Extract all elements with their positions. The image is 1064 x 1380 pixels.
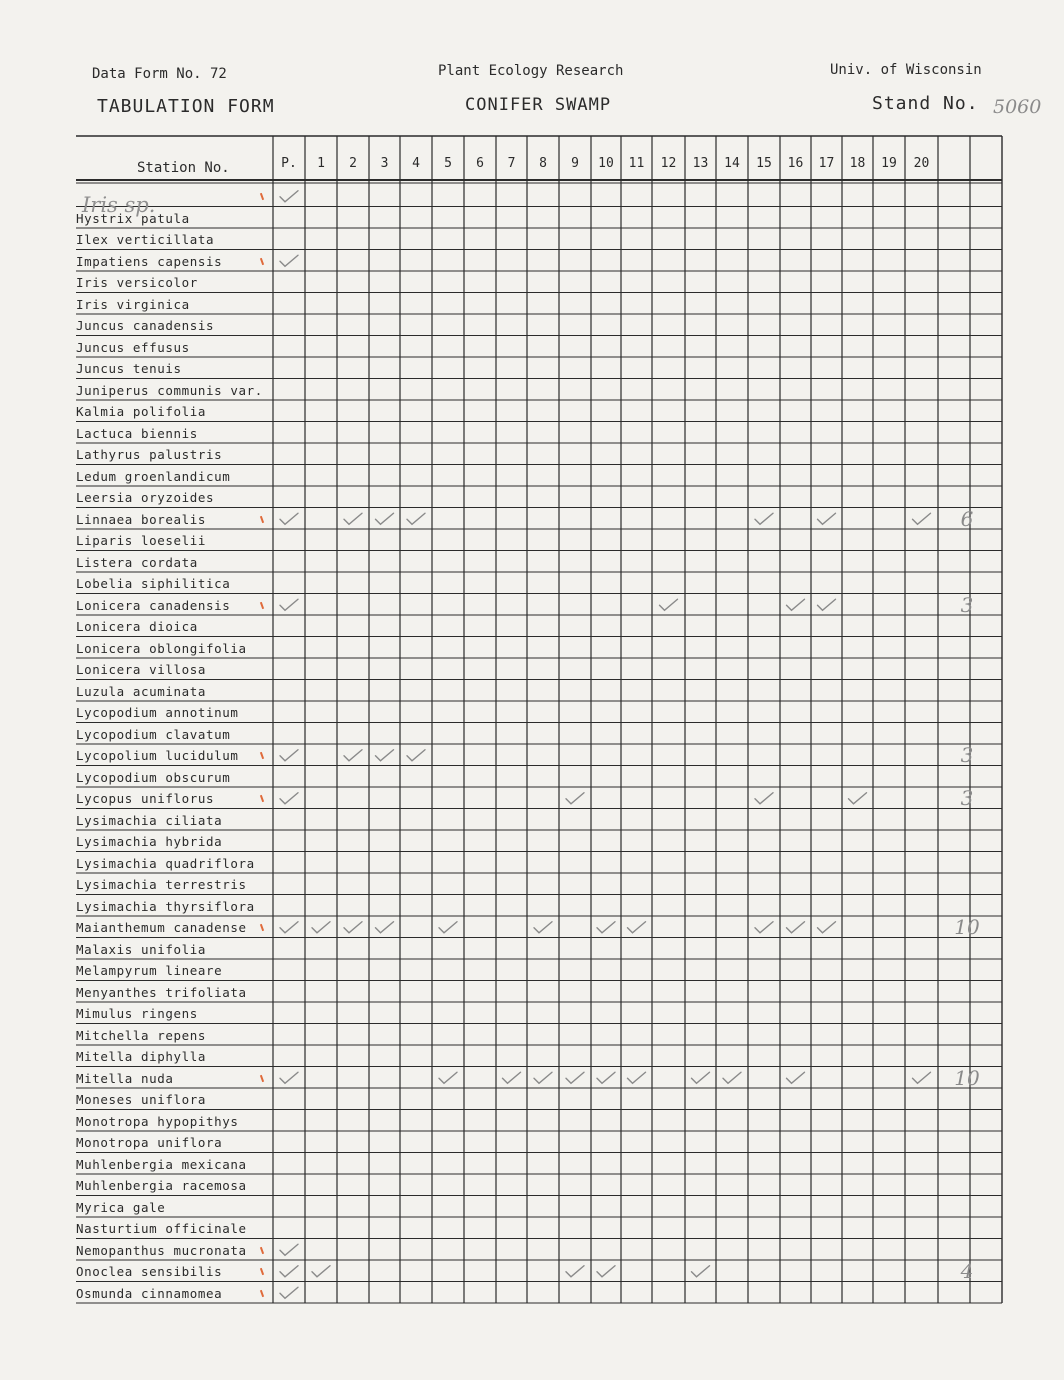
column-header-2: 2 — [349, 156, 357, 171]
check-mark — [344, 513, 362, 524]
column-header-17: 17 — [818, 156, 835, 171]
species-label: Linnaea borealis — [76, 511, 207, 527]
species-label: Onoclea sensibilis — [76, 1264, 223, 1279]
check-mark — [566, 1072, 584, 1083]
check-mark — [312, 1266, 330, 1277]
species-label: Mitella diphylla — [76, 1049, 207, 1064]
column-header-16: 16 — [787, 156, 804, 171]
check-mark — [280, 191, 298, 202]
form-title: TABULATION FORM — [97, 96, 275, 117]
check-mark — [566, 793, 584, 804]
tally-value: 10 — [954, 1065, 980, 1090]
check-mark — [280, 513, 298, 524]
check-mark — [312, 922, 330, 933]
species-label: Lathyrus palustris — [76, 447, 223, 462]
check-mark — [723, 1072, 741, 1083]
column-header-11: 11 — [628, 156, 645, 171]
tally-value: 3 — [960, 786, 974, 810]
species-label: Listera cordata — [76, 554, 198, 570]
check-mark — [439, 1072, 457, 1083]
column-header-p: P. — [281, 156, 297, 171]
species-label: Hystrix patula — [76, 210, 190, 226]
species-label: Monotropa uniflora — [76, 1135, 223, 1150]
column-header-18: 18 — [849, 156, 866, 171]
tally-value: 3 — [960, 743, 974, 767]
check-mark — [597, 1072, 615, 1083]
column-header-9: 9 — [571, 156, 579, 171]
species-label: Mitella nuda — [76, 1070, 174, 1086]
species-label: Lysimachia hybrida — [76, 834, 223, 849]
tally-value: 6 — [960, 506, 974, 531]
check-mark — [280, 1287, 298, 1298]
check-mark — [376, 513, 394, 524]
check-mark — [787, 1072, 805, 1083]
check-mark — [628, 1072, 646, 1083]
species-label: Menyanthes trifoliata — [76, 984, 247, 1000]
species-label: Juncus tenuis — [76, 361, 182, 376]
species-label: Myrica gale — [76, 1199, 166, 1215]
species-label: Liparis loeselii — [76, 533, 207, 548]
check-mark — [407, 750, 425, 761]
check-mark — [818, 513, 836, 524]
check-mark — [818, 922, 836, 933]
species-label: Muhlenbergia mexicana — [76, 1156, 247, 1172]
station-header: Station No. — [137, 160, 230, 176]
check-mark — [787, 599, 805, 610]
check-mark — [344, 922, 362, 933]
check-mark — [280, 255, 298, 266]
tally-value: 3 — [960, 592, 974, 617]
species-label: Monotropa hypopithys — [76, 1113, 239, 1129]
species-label: Lonicera oblongifolia — [76, 640, 247, 656]
species-label: Lactuca biennis — [76, 425, 198, 441]
check-mark — [280, 599, 298, 610]
stand-number: 5060 — [993, 96, 1042, 118]
check-mark — [628, 922, 646, 933]
species-label: Mitchella repens — [76, 1027, 207, 1043]
tally-value: 4 — [960, 1259, 974, 1283]
check-mark — [660, 599, 678, 610]
column-header-20: 20 — [913, 156, 930, 171]
column-header-4: 4 — [412, 156, 420, 171]
column-header-7: 7 — [507, 156, 516, 171]
species-label: Juncus canadensis — [76, 318, 215, 333]
species-label: Muhlenbergia racemosa — [76, 1178, 247, 1193]
check-mark — [439, 922, 457, 933]
check-mark — [376, 750, 394, 761]
species-label: Juniperus communis var. — [76, 382, 263, 398]
species-label: Nasturtium officinale — [76, 1221, 247, 1236]
species-label: Impatiens capensis — [76, 253, 223, 269]
check-mark — [787, 922, 805, 933]
column-header-13: 13 — [692, 156, 709, 171]
column-header-1: 1 — [317, 156, 325, 171]
handwritten-species: Iris sp. — [82, 193, 156, 217]
check-mark — [755, 513, 773, 524]
species-label: Nemopanthus mucronata — [76, 1242, 247, 1258]
column-header-19: 19 — [881, 156, 897, 171]
species-label: Lycopolium lucidulum — [76, 748, 239, 763]
species-label: Osmunda cinnamomea — [76, 1285, 223, 1301]
species-label: Lobelia siphilitica — [76, 576, 231, 591]
species-label: Lycopus uniflorus — [76, 791, 215, 806]
species-label: Lonicera canadensis — [76, 597, 231, 613]
column-header-5: 5 — [444, 156, 452, 171]
check-mark — [818, 599, 836, 610]
check-mark — [849, 793, 867, 804]
check-mark — [597, 1266, 615, 1277]
check-mark — [280, 1072, 298, 1083]
check-mark — [280, 793, 298, 804]
check-mark — [280, 1266, 298, 1277]
column-header-3: 3 — [380, 156, 389, 171]
check-mark — [755, 793, 773, 804]
species-label: Lonicera dioica — [76, 619, 198, 634]
form-number: Data Form No. 72 — [92, 66, 227, 82]
species-label: Lysimachia ciliata — [76, 812, 223, 828]
species-label: Juncus effusus — [76, 339, 190, 355]
check-mark — [503, 1072, 521, 1083]
check-mark — [597, 922, 615, 933]
column-header-8: 8 — [539, 156, 547, 171]
species-label: Lysimachia terrestris — [76, 877, 247, 892]
species-label: Leersia oryzoides — [76, 490, 215, 505]
species-label: Mimulus ringens — [76, 1006, 198, 1021]
species-label: Lycopodium clavatum — [76, 726, 231, 742]
column-header-6: 6 — [476, 156, 484, 171]
species-label: Ledum groenlandicum — [76, 468, 231, 484]
check-mark — [344, 750, 362, 761]
check-mark — [534, 922, 552, 933]
check-mark — [566, 1266, 584, 1277]
species-label: Lonicera villosa — [76, 662, 207, 677]
species-label: Luzula acuminata — [76, 683, 207, 699]
species-label: Iris versicolor — [76, 275, 198, 290]
check-mark — [913, 513, 931, 524]
check-mark — [280, 922, 298, 933]
check-mark — [692, 1266, 710, 1277]
species-label: Malaxis unifolia — [76, 941, 207, 957]
swamp-type: CONIFER SWAMP — [465, 95, 612, 115]
check-mark — [280, 750, 298, 761]
column-header-12: 12 — [660, 156, 677, 171]
species-label: Lysimachia quadriflora — [76, 855, 255, 871]
university-heading: Univ. of Wisconsin — [830, 62, 982, 78]
species-label: Lysimachia thyrsiflora — [76, 898, 255, 914]
stand-label: Stand No. — [872, 93, 979, 114]
check-mark — [407, 513, 425, 524]
column-header-15: 15 — [756, 156, 772, 171]
column-header-10: 10 — [598, 156, 614, 171]
check-mark — [534, 1072, 552, 1083]
species-label: Lycopodium annotinum — [76, 705, 239, 720]
species-label: Maianthemum canadense — [76, 920, 247, 935]
species-label: Iris virginica — [76, 296, 190, 312]
species-label: Moneses uniflora — [76, 1092, 207, 1107]
column-header-14: 14 — [724, 156, 740, 171]
species-label: Melampyrum lineare — [76, 963, 223, 978]
species-label: Ilex verticillata — [76, 232, 215, 247]
check-mark — [755, 922, 773, 933]
species-label: Lycopodium obscurum — [76, 769, 231, 785]
check-mark — [692, 1072, 710, 1083]
check-mark — [376, 922, 394, 933]
check-mark — [280, 1244, 298, 1255]
research-heading: Plant Ecology Research — [438, 63, 624, 79]
check-mark — [913, 1072, 931, 1083]
tally-value: 10 — [954, 915, 980, 939]
species-label: Kalmia polifolia — [76, 404, 207, 419]
